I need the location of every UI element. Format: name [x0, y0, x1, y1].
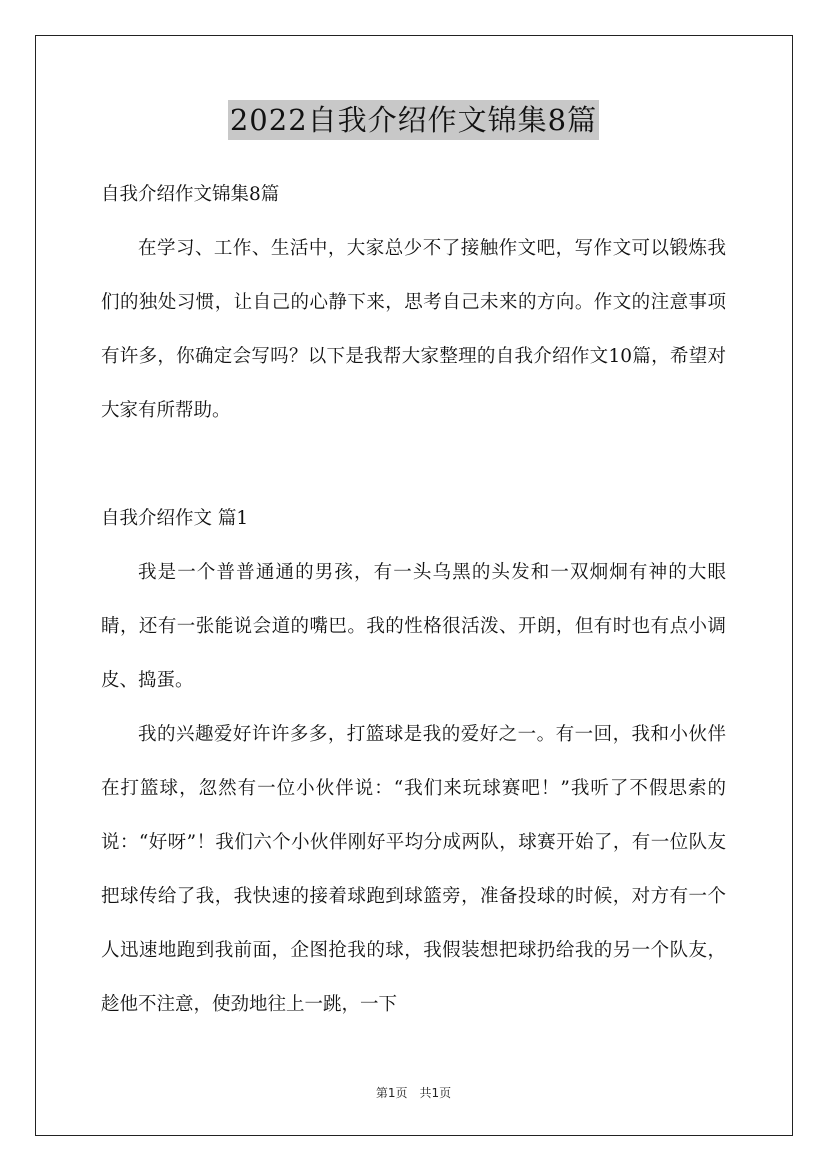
section-spacer — [101, 438, 726, 492]
page-number: 第1页 — [375, 1086, 408, 1100]
document-body — [101, 168, 726, 1032]
intro-paragraph: 在学习、工作、生活中，大家总少不了接触作文吧，写作文可以锻炼我们的独处习惯，让自己的心静下来，思考自己未来的方向。作文的注意事项有许多，你确定会写吗？以下是我帮大家整理的自我介绍作文10篇，希望对大家有所帮助。 — [101, 238, 726, 421]
page-total: 共1页 — [419, 1086, 452, 1100]
section1-paragraph-1: 我是一个普普通通的男孩，有一头乌黑的头发和一双炯炯有神的大眼睛，还有一张能说会道的嘴巴。我的性格很活泼、开朗，但有时也有点小调皮、捣蛋。 — [101, 562, 726, 691]
page-footer — [0, 1084, 827, 1101]
section1-heading: 自我介绍作文 篇1 — [101, 508, 249, 529]
intro-heading: 自我介绍作文锦集8篇 — [101, 184, 280, 205]
section1-paragraph-2: 我的兴趣爱好许许多多，打篮球是我的爱好之一。有一回，我和小伙伴在打篮球，忽然有一位小伙伴说：“我们来玩球赛吧！”我听了不假思索的说：“好呀”！我们六个小伙伴刚好平均分成两队，球赛开始了，有一位队友把球传给了我，我快速的接着球跑到球篮旁，准备投球的时候，对方有一个人迅速地跑到我前面，企图抢我的球，我假装想把球扔给我的另一个队友，趁他不注意，使劲地往上一跳，一下 — [101, 724, 726, 1015]
document-title-text: 2022自我介绍作文锦集8篇 — [228, 100, 599, 140]
document-title — [0, 100, 827, 140]
